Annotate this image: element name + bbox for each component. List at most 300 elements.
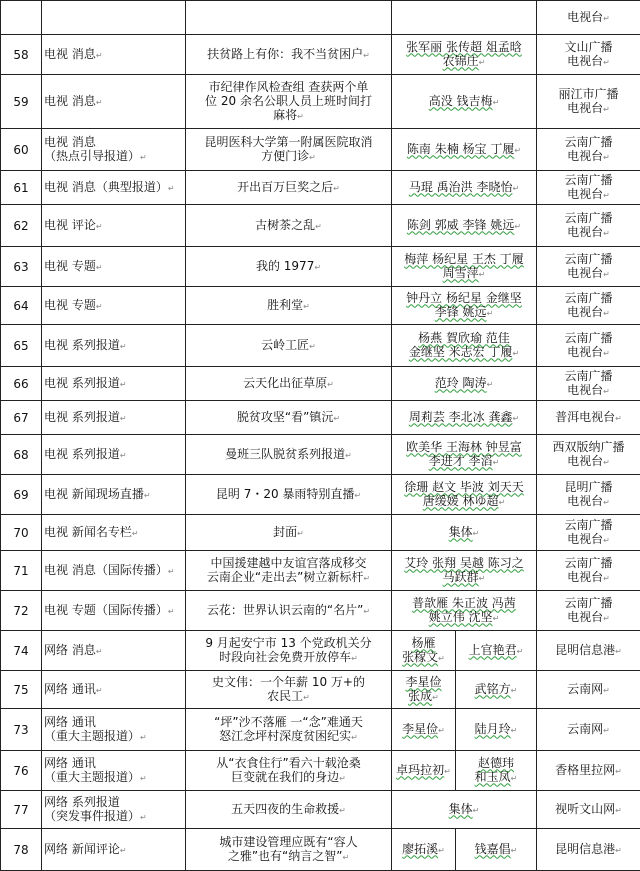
authors-cell bbox=[392, 367, 537, 401]
authors-cell bbox=[392, 35, 537, 75]
title-cell-text: 史文伟：一个年薪 10 万+的 bbox=[212, 675, 365, 689]
paragraph-mark: ↵ bbox=[314, 263, 321, 272]
title-cell bbox=[186, 671, 392, 709]
paragraph-mark: ↵ bbox=[351, 733, 358, 742]
organization-cell-text: 云南广播 bbox=[564, 556, 612, 570]
paragraph-mark: ↵ bbox=[354, 491, 361, 500]
authors-cell-text: 李锋 姚远 bbox=[435, 305, 487, 319]
organization-cell bbox=[537, 591, 640, 631]
title-cell-text: 胜利堂 bbox=[267, 298, 303, 312]
row-number: 60 bbox=[1, 129, 42, 171]
paragraph-mark: ↵ bbox=[603, 536, 610, 545]
category-cell-text: 电视 系列报道 bbox=[44, 410, 120, 424]
organization-cell-text: 电视台 bbox=[567, 383, 603, 397]
organization-cell-text: 昆明广播 bbox=[564, 480, 612, 494]
author-cell bbox=[392, 829, 456, 871]
row-number: 66 bbox=[1, 367, 42, 401]
title-cell bbox=[186, 1, 392, 35]
table-row bbox=[1, 829, 640, 871]
organization-cell-text: 云南广播 bbox=[564, 135, 612, 149]
row-number: 64 bbox=[1, 287, 42, 325]
title-cell bbox=[186, 367, 392, 401]
paragraph-mark: ↵ bbox=[303, 693, 310, 702]
author-cell bbox=[392, 631, 456, 671]
authors-cell bbox=[392, 591, 537, 631]
title-cell-text: 扶贫路上有你：我不当贫困户 bbox=[207, 47, 363, 61]
paragraph-mark: ↵ bbox=[297, 529, 304, 538]
table-row bbox=[1, 75, 640, 129]
category-cell-text: 网络 通讯 bbox=[44, 756, 96, 770]
organization-cell-text: 文山广播 bbox=[564, 40, 612, 54]
editor-cell-text: 赵德玮 bbox=[478, 756, 514, 770]
authors-cell-text: 周莉芸 李北冰 龚鑫 bbox=[409, 410, 513, 424]
organization-cell-text: 云南广播 bbox=[564, 518, 612, 532]
organization-cell-text: 普洱电视台 bbox=[555, 410, 615, 424]
title-cell bbox=[186, 287, 392, 325]
title-cell-text: 云天化出征草原 bbox=[243, 376, 327, 390]
category-cell bbox=[42, 515, 186, 551]
title-cell-text: 之雅”也有“纳言之智” bbox=[228, 849, 343, 863]
paragraph-mark: ↵ bbox=[140, 813, 147, 822]
category-cell bbox=[42, 829, 186, 871]
table-row bbox=[1, 367, 640, 401]
authors-cell-text: 普歆雁 朱正波 冯茜 bbox=[412, 596, 516, 610]
title-cell-text: 位 20 余名公职人员上班时间打 bbox=[205, 94, 372, 108]
organization-cell-text: 昆明信息港 bbox=[555, 842, 615, 856]
authors-cell bbox=[392, 515, 537, 551]
authors-cell bbox=[392, 551, 537, 591]
organization-cell bbox=[537, 287, 640, 325]
editor-cell-text: 武铭方 bbox=[475, 682, 511, 696]
category-cell-text: 电视 专题（国际传播） bbox=[44, 603, 168, 617]
category-cell bbox=[42, 591, 186, 631]
paragraph-mark: ↵ bbox=[615, 846, 622, 855]
paragraph-mark: ↵ bbox=[342, 853, 349, 862]
authors-cell-text: 杨燕 賀欣瑜 范佳 bbox=[418, 331, 510, 345]
authors-cell-text: 钟丹立 杨纪星 金继坚 bbox=[406, 291, 522, 305]
row-number: 68 bbox=[1, 435, 42, 475]
author-cell-text: 杨雁 bbox=[411, 636, 435, 650]
editor-cell bbox=[456, 631, 537, 671]
category-cell bbox=[42, 1, 186, 35]
paragraph-mark: ↵ bbox=[511, 726, 518, 735]
row-number: 72 bbox=[1, 591, 42, 631]
table-body bbox=[1, 1, 640, 871]
paragraph-mark: ↵ bbox=[615, 767, 622, 776]
organization-cell-text: 云南网 bbox=[567, 682, 603, 696]
authors-cell-text: 陈南 朱楠 杨宝 丁履 bbox=[407, 142, 514, 156]
title-cell bbox=[186, 475, 392, 515]
organization-cell bbox=[537, 791, 640, 829]
organization-cell-text: 云南广播 bbox=[564, 596, 612, 610]
category-cell-text: （重大主题报道） bbox=[44, 770, 140, 784]
author-cell-text: 张稼文 bbox=[402, 650, 438, 664]
row-number: 69 bbox=[1, 475, 42, 515]
category-cell bbox=[42, 671, 186, 709]
title-cell-text: “坪”沙不落雁 一“念”难通天 bbox=[214, 715, 363, 729]
paragraph-mark: ↵ bbox=[603, 58, 610, 67]
category-cell-text: 电视 专题 bbox=[44, 298, 96, 312]
table-row bbox=[1, 129, 640, 171]
organization-cell bbox=[537, 631, 640, 671]
organization-cell bbox=[537, 401, 640, 435]
paragraph-mark: ↵ bbox=[499, 498, 506, 507]
paragraph-mark: ↵ bbox=[517, 647, 524, 656]
category-cell-text: 网络 消息 bbox=[44, 643, 96, 657]
category-cell-text: 电视 消息 bbox=[44, 94, 96, 108]
title-cell-text: 云花：世界认识云南的“名片” bbox=[207, 603, 363, 617]
row-number: 65 bbox=[1, 325, 42, 367]
authors-cell bbox=[392, 129, 537, 171]
paragraph-mark: ↵ bbox=[603, 309, 610, 318]
title-cell-text: 方便门诊 bbox=[261, 149, 309, 163]
category-cell bbox=[42, 35, 186, 75]
title-cell bbox=[186, 35, 392, 75]
title-cell-text: 从“衣食住行”看六十载沧桑 bbox=[216, 756, 360, 770]
authors-cell-text: 陈剑 郭威 李锋 姚远 bbox=[407, 218, 514, 232]
paragraph-mark: ↵ bbox=[144, 491, 151, 500]
paragraph-mark: ↵ bbox=[96, 263, 103, 272]
category-cell-text: （热点引导报道） bbox=[44, 149, 140, 163]
paragraph-mark: ↵ bbox=[603, 105, 610, 114]
table-row bbox=[1, 287, 640, 325]
category-cell bbox=[42, 287, 186, 325]
category-cell-text: 电视 消息 bbox=[44, 135, 96, 149]
organization-cell bbox=[537, 829, 640, 871]
category-cell-text: （突发事件报道） bbox=[44, 809, 140, 823]
paragraph-mark: ↵ bbox=[339, 774, 346, 783]
table-row bbox=[1, 591, 640, 631]
paragraph-mark: ↵ bbox=[333, 184, 340, 193]
organization-cell-text: 云南广播 bbox=[564, 369, 612, 383]
authors-cell-text: 周雪萍 bbox=[443, 266, 479, 280]
paragraph-mark: ↵ bbox=[120, 414, 127, 423]
authors-cell-text: 欧美华 王海林 钟昱富 bbox=[406, 440, 522, 454]
category-cell-text: 电视 评论 bbox=[44, 218, 96, 232]
organization-cell-text: 电视台 bbox=[567, 225, 603, 239]
editor-cell-text: 陆月玲 bbox=[475, 722, 511, 736]
table-row bbox=[1, 171, 640, 205]
paragraph-mark: ↵ bbox=[514, 222, 521, 231]
title-cell-text: 我的 1977 bbox=[256, 259, 314, 273]
title-cell-text: 巨变就在我们的身边 bbox=[231, 770, 339, 784]
paragraph-mark: ↵ bbox=[96, 686, 103, 695]
paragraph-mark: ↵ bbox=[603, 726, 610, 735]
organization-cell-text: 电视台 bbox=[567, 54, 603, 68]
organization-cell-text: 云南网 bbox=[567, 722, 603, 736]
table-row bbox=[1, 671, 640, 709]
row-number: 75 bbox=[1, 671, 42, 709]
organization-cell bbox=[537, 171, 640, 205]
category-cell-text: 电视 系列报道 bbox=[44, 338, 120, 352]
row-number: 61 bbox=[1, 171, 42, 205]
title-cell bbox=[186, 129, 392, 171]
authors-cell-text: 农锦庄 bbox=[443, 54, 479, 68]
organization-cell-text: 电视台 bbox=[567, 345, 603, 359]
category-cell-text: 电视 新闻现场直播 bbox=[44, 487, 144, 501]
category-cell-text: 网络 通讯 bbox=[44, 682, 96, 696]
organization-cell-text: 电视台 bbox=[567, 494, 603, 508]
paragraph-mark: ↵ bbox=[473, 806, 480, 815]
table-row bbox=[1, 205, 640, 247]
editor-cell-text: 上官艳君 bbox=[469, 643, 517, 657]
author-cell bbox=[392, 709, 456, 751]
category-cell-text: 电视 消息 bbox=[44, 47, 96, 61]
title-cell-text: 9 月起安宁市 13 个党政机关分 bbox=[205, 636, 371, 650]
author-cell-text: 廖拓溪 bbox=[402, 842, 438, 856]
editor-cell bbox=[456, 829, 537, 871]
paragraph-mark: ↵ bbox=[479, 58, 486, 67]
organization-cell bbox=[537, 709, 640, 751]
author-cell-text: 张成 bbox=[408, 689, 432, 703]
organization-cell-text: 电视台 bbox=[567, 570, 603, 584]
paragraph-mark: ↵ bbox=[438, 726, 445, 735]
table-row bbox=[1, 325, 640, 367]
table-row bbox=[1, 401, 640, 435]
paragraph-mark: ↵ bbox=[96, 302, 103, 311]
table-row bbox=[1, 709, 640, 751]
organization-cell bbox=[537, 247, 640, 287]
organization-cell-text: 香格里拉网 bbox=[555, 763, 615, 777]
title-cell-text: 云岭工匠 bbox=[261, 338, 309, 352]
organization-cell bbox=[537, 205, 640, 247]
category-cell bbox=[42, 205, 186, 247]
category-cell-text: 网络 通讯 bbox=[44, 715, 96, 729]
title-cell-text: 脱贫攻坚“看”镇沅 bbox=[237, 410, 333, 424]
title-cell bbox=[186, 791, 392, 829]
row-number: 63 bbox=[1, 247, 42, 287]
organization-cell bbox=[537, 435, 640, 475]
authors-cell bbox=[392, 205, 537, 247]
organization-cell-text: 电视台 bbox=[567, 305, 603, 319]
organization-cell-text: 电视台 bbox=[567, 149, 603, 163]
paragraph-mark: ↵ bbox=[603, 614, 610, 623]
organization-cell-text: 电视台 bbox=[567, 187, 603, 201]
category-cell bbox=[42, 551, 186, 591]
editor-cell bbox=[456, 671, 537, 709]
paragraph-mark: ↵ bbox=[339, 806, 346, 815]
authors-cell bbox=[392, 247, 537, 287]
paragraph-mark: ↵ bbox=[493, 98, 500, 107]
row-number: 71 bbox=[1, 551, 42, 591]
editor-cell-text: 钱嘉倡 bbox=[475, 842, 511, 856]
title-cell-text: 封面 bbox=[273, 525, 297, 539]
paragraph-mark: ↵ bbox=[315, 222, 322, 231]
paragraph-mark: ↵ bbox=[603, 498, 610, 507]
title-cell-text: 五天四夜的生命救援 bbox=[231, 802, 339, 816]
author-cell bbox=[392, 671, 456, 709]
table-row bbox=[1, 247, 640, 287]
title-cell bbox=[186, 205, 392, 247]
category-cell bbox=[42, 791, 186, 829]
row-number: 70 bbox=[1, 515, 42, 551]
paragraph-mark: ↵ bbox=[140, 733, 147, 742]
category-cell bbox=[42, 709, 186, 751]
title-cell-text: 农民工 bbox=[267, 689, 303, 703]
paragraph-mark: ↵ bbox=[615, 647, 622, 656]
authors-cell bbox=[392, 287, 537, 325]
paragraph-mark: ↵ bbox=[511, 846, 518, 855]
organization-cell bbox=[537, 475, 640, 515]
editor-cell-text: 和玉凤 bbox=[475, 770, 511, 784]
paragraph-mark: ↵ bbox=[511, 774, 518, 783]
paragraph-mark: ↵ bbox=[345, 451, 352, 460]
category-cell bbox=[42, 435, 186, 475]
organization-cell bbox=[537, 325, 640, 367]
category-cell-text: 电视 消息（国际传播） bbox=[44, 563, 168, 577]
row-number: 62 bbox=[1, 205, 42, 247]
organization-cell bbox=[537, 35, 640, 75]
title-cell bbox=[186, 751, 392, 791]
paragraph-mark: ↵ bbox=[327, 380, 334, 389]
table-row bbox=[1, 435, 640, 475]
paragraph-mark: ↵ bbox=[487, 309, 494, 318]
paragraph-mark: ↵ bbox=[432, 693, 439, 702]
authors-cell-text: 集体 bbox=[449, 802, 473, 816]
author-cell-text: 李星俭 bbox=[402, 722, 438, 736]
editor-cell bbox=[456, 751, 537, 791]
paragraph-mark: ↵ bbox=[303, 302, 310, 311]
title-cell-text: 云南企业“走出去”树立新标杆 bbox=[207, 570, 363, 584]
paragraph-mark: ↵ bbox=[615, 806, 622, 815]
row-number: 78 bbox=[1, 829, 42, 871]
paragraph-mark: ↵ bbox=[96, 98, 103, 107]
category-cell bbox=[42, 247, 186, 287]
category-cell bbox=[42, 171, 186, 205]
table-row bbox=[1, 791, 640, 829]
paragraph-mark: ↵ bbox=[514, 146, 521, 155]
paragraph-mark: ↵ bbox=[120, 846, 127, 855]
organization-cell-text: 电视台 bbox=[567, 454, 603, 468]
organization-cell-text: 电视台 bbox=[567, 532, 603, 546]
authors-cell bbox=[392, 325, 537, 367]
organization-cell bbox=[537, 129, 640, 171]
authors-cell-text: 艾玲 张翔 吴越 陈习之 bbox=[404, 556, 523, 570]
organization-cell-text: 西双版纳广播 bbox=[552, 440, 624, 454]
authors-cell bbox=[392, 435, 537, 475]
paragraph-mark: ↵ bbox=[603, 14, 610, 23]
authors-cell-text: 姚立伟 沈坚 bbox=[429, 610, 493, 624]
title-cell bbox=[186, 551, 392, 591]
category-cell bbox=[42, 751, 186, 791]
authors-cell bbox=[392, 75, 537, 129]
category-cell-text: 电视 消息（典型报道） bbox=[44, 180, 168, 194]
paragraph-mark: ↵ bbox=[96, 222, 103, 231]
paragraph-mark: ↵ bbox=[444, 767, 451, 776]
row-number: 73 bbox=[1, 709, 42, 751]
paragraph-mark: ↵ bbox=[473, 529, 480, 538]
title-cell-text: 古树茶之乱 bbox=[255, 218, 315, 232]
table-row bbox=[1, 751, 640, 791]
title-cell-text: 市纪律作风检查组 查获两个单 bbox=[209, 80, 369, 94]
row-number: 77 bbox=[1, 791, 42, 829]
title-cell bbox=[186, 435, 392, 475]
paragraph-mark: ↵ bbox=[438, 654, 445, 663]
organization-cell bbox=[537, 671, 640, 709]
category-cell bbox=[42, 401, 186, 435]
authors-cell-text: 集体 bbox=[449, 525, 473, 539]
authors-cell-text: 范玲 陶涛 bbox=[435, 376, 487, 390]
organization-cell-text: 云南广播 bbox=[564, 291, 612, 305]
paragraph-mark: ↵ bbox=[140, 153, 147, 162]
category-cell bbox=[42, 325, 186, 367]
organization-cell-text: 电视台 bbox=[567, 610, 603, 624]
paragraph-mark: ↵ bbox=[603, 229, 610, 238]
table-row bbox=[1, 631, 640, 671]
category-cell bbox=[42, 75, 186, 129]
paragraph-mark: ↵ bbox=[363, 607, 370, 616]
paragraph-mark: ↵ bbox=[120, 451, 127, 460]
paragraph-mark: ↵ bbox=[168, 567, 175, 576]
category-cell-text: （重大主题报道） bbox=[44, 729, 140, 743]
paragraph-mark: ↵ bbox=[493, 458, 500, 467]
table-row bbox=[1, 551, 640, 591]
organization-cell-text: 丽江市广播 bbox=[558, 87, 618, 101]
paragraph-mark: ↵ bbox=[603, 387, 610, 396]
paragraph-mark: ↵ bbox=[603, 686, 610, 695]
title-cell bbox=[186, 401, 392, 435]
paragraph-mark: ↵ bbox=[512, 184, 519, 193]
title-cell bbox=[186, 247, 392, 287]
organization-cell bbox=[537, 515, 640, 551]
title-cell bbox=[186, 75, 392, 129]
row-number: 58 bbox=[1, 35, 42, 75]
paragraph-mark: ↵ bbox=[333, 414, 340, 423]
organization-cell bbox=[537, 75, 640, 129]
editor-cell bbox=[456, 709, 537, 751]
title-cell bbox=[186, 325, 392, 367]
author-cell bbox=[392, 751, 456, 791]
category-cell-text: 网络 新闻评论 bbox=[44, 842, 120, 856]
paragraph-mark: ↵ bbox=[363, 574, 370, 583]
organization-cell-text: 电视台 bbox=[567, 101, 603, 115]
title-cell-text: 开出百万巨奖之后 bbox=[237, 180, 333, 194]
category-cell bbox=[42, 475, 186, 515]
title-cell-text: 麻将 bbox=[273, 108, 297, 122]
organization-cell bbox=[537, 751, 640, 791]
author-cell-text: 卓玛拉初 bbox=[396, 763, 444, 777]
paragraph-mark: ↵ bbox=[512, 349, 519, 358]
row-number bbox=[1, 1, 42, 35]
category-cell bbox=[42, 631, 186, 671]
organization-cell bbox=[537, 551, 640, 591]
paragraph-mark: ↵ bbox=[120, 342, 127, 351]
title-cell-text: 昆明 7・20 暴雨特别直播 bbox=[216, 487, 355, 501]
row-number: 67 bbox=[1, 401, 42, 435]
authors-cell bbox=[392, 171, 537, 205]
authors-cell-text: 徐珊 赵文 毕波 刘天天 bbox=[404, 480, 523, 494]
paragraph-mark: ↵ bbox=[132, 529, 139, 538]
authors-cell-text: 唐缓媛 林ゆ超 bbox=[423, 494, 499, 508]
row-number: 59 bbox=[1, 75, 42, 129]
title-cell bbox=[186, 709, 392, 751]
category-cell-text: 电视 系列报道 bbox=[44, 447, 120, 461]
paragraph-mark: ↵ bbox=[309, 342, 316, 351]
paragraph-mark: ↵ bbox=[96, 51, 103, 60]
title-cell bbox=[186, 631, 392, 671]
title-cell bbox=[186, 171, 392, 205]
authors-cell bbox=[392, 401, 537, 435]
paragraph-mark: ↵ bbox=[493, 614, 500, 623]
paragraph-mark: ↵ bbox=[603, 153, 610, 162]
paragraph-mark: ↵ bbox=[603, 191, 610, 200]
paragraph-mark: ↵ bbox=[603, 574, 610, 583]
paragraph-mark: ↵ bbox=[140, 774, 147, 783]
title-cell bbox=[186, 829, 392, 871]
category-cell bbox=[42, 129, 186, 171]
authors-cell-text: 张军丽 张传超 俎孟晗 bbox=[406, 40, 522, 54]
authors-cell-text: 梅萍 杨纪星 王杰 丁履 bbox=[404, 252, 523, 266]
